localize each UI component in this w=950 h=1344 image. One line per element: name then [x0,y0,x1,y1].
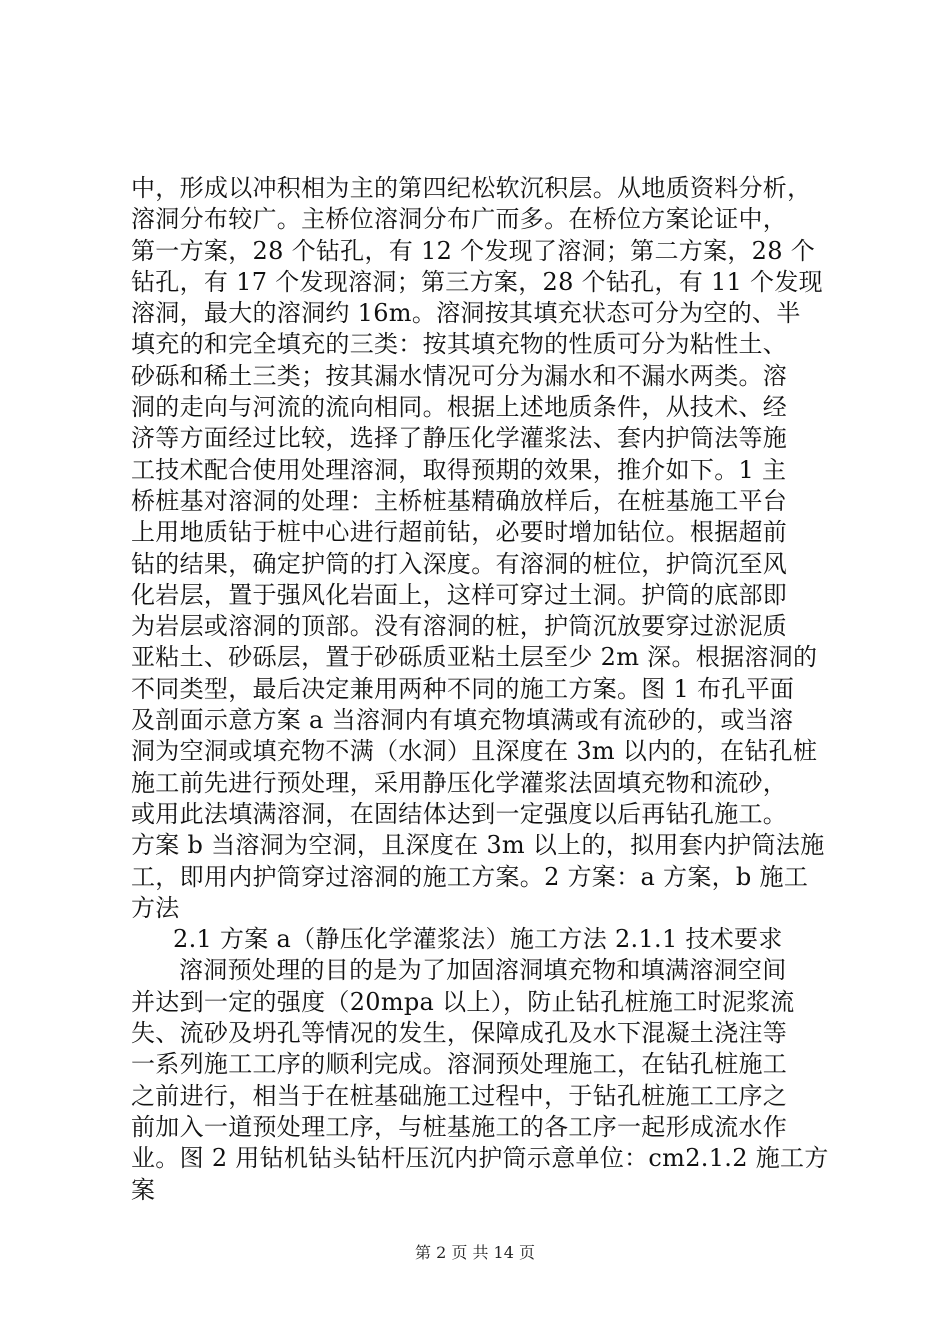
text-line: 工，即用内护筒穿过溶洞的施工方案。2 方案：a 方案，b 施工 [131,862,809,891]
text-line: 化岩层，置于强风化岩面上，这样可穿过土洞。护筒的底部即 [131,580,788,609]
text-line: 溶洞，最大的溶洞约 16m。溶洞按其填充状态可分为空的、半 [131,299,801,328]
page-number-footer: 第 2 页 共 14 页 [415,1243,535,1262]
text-line: 失、流砂及坍孔等情况的发生，保障成孔及水下混凝土浇注等 [131,1019,788,1048]
text-line: 或用此法填满溶洞，在固结体达到一定强度以后再钻孔施工。 [131,799,788,828]
text-line: 钻的结果，确定护筒的打入深度。有溶洞的桩位，护筒沉至风 [131,549,788,578]
text-line: 溶洞分布较广。主桥位溶洞分布广而多。在桥位方案论证中， [131,205,788,234]
text-line: 上用地质钻于桩中心进行超前钻，必要时增加钻位。根据超前 [131,518,788,547]
text-line: 亚粘土、砂砾层，置于砂砾质亚粘土层至少 2m 深。根据溶洞的 [131,643,818,672]
text-line: 前加入一道预处理工序，与桩基施工的各工序一起形成流水作 [131,1112,788,1141]
text-line: 桥桩基对溶洞的处理：主桥桩基精确放样后，在桩基施工平台 [131,486,788,515]
text-line: 并达到一定的强度（20mpa 以上），防止钻孔桩施工时泥浆流 [131,987,795,1016]
text-line: 中，形成以冲积相为主的第四纪松软沉积层。从地质资料分析， [131,174,812,202]
text-line: 施工前先进行预处理，采用静压化学灌浆法固填充物和流砂， [131,768,788,797]
text-line: 第一方案，28 个钻孔，有 12 个发现了溶洞；第二方案，28 个 [131,236,816,265]
text-line: 案 [131,1175,156,1204]
text-line: 之前进行，相当于在桩基础施工过程中，于钻孔桩施工工序之 [131,1081,788,1110]
text-line: 济等方面经过比较，选择了静压化学灌浆法、套内护筒法等施 [131,424,788,453]
text-line: 业。图 2 用钻机钻头钻杆压沉内护筒示意单位：cm2.1.2 施工方 [131,1144,829,1173]
text-line: 方案 b 当溶洞为空洞，且深度在 3m 以上的，拟用套内护筒法施 [131,831,825,860]
text-line: 一系列施工工序的顺利完成。溶洞预处理施工，在钻孔桩施工 [131,1050,788,1079]
text-line: 钻孔，有 17 个发现溶洞；第三方案，28 个钻孔，有 11 个发现 [131,267,823,296]
document-body [131,173,831,1206]
text-line: 洞的走向与河流的流向相同。根据上述地质条件，从技术、经 [131,393,788,422]
text-line: 方法 [131,893,180,922]
text-line: 及剖面示意方案 a 当溶洞内有填充物填满或有流砂的，或当溶 [131,706,794,735]
text-line: 不同类型，最后决定兼用两种不同的施工方案。图 1 布孔平面 [131,674,795,703]
text-line: 填充的和完全填充的三类：按其填充物的性质可分为粘性土、 [131,330,788,359]
section-heading: 2.1 方案 a（静压化学灌浆法）施工方法 2.1.1 技术要求 [173,925,783,954]
text-line: 洞为空洞或填充物不满（水洞）且深度在 3m 以内的，在钻孔桩 [131,737,818,766]
text-line: 工技术配合使用处理溶洞，取得预期的效果，推介如下。1 主 [131,455,787,484]
text-line: 溶洞预处理的目的是为了加固溶洞填充物和填满溶洞空间 [179,956,787,985]
text-line: 为岩层或溶洞的顶部。没有溶洞的桩，护筒沉放要穿过淤泥质 [131,612,788,641]
text-line: 砂砾和稀土三类；按其漏水情况可分为漏水和不漏水两类。溶 [131,361,788,390]
